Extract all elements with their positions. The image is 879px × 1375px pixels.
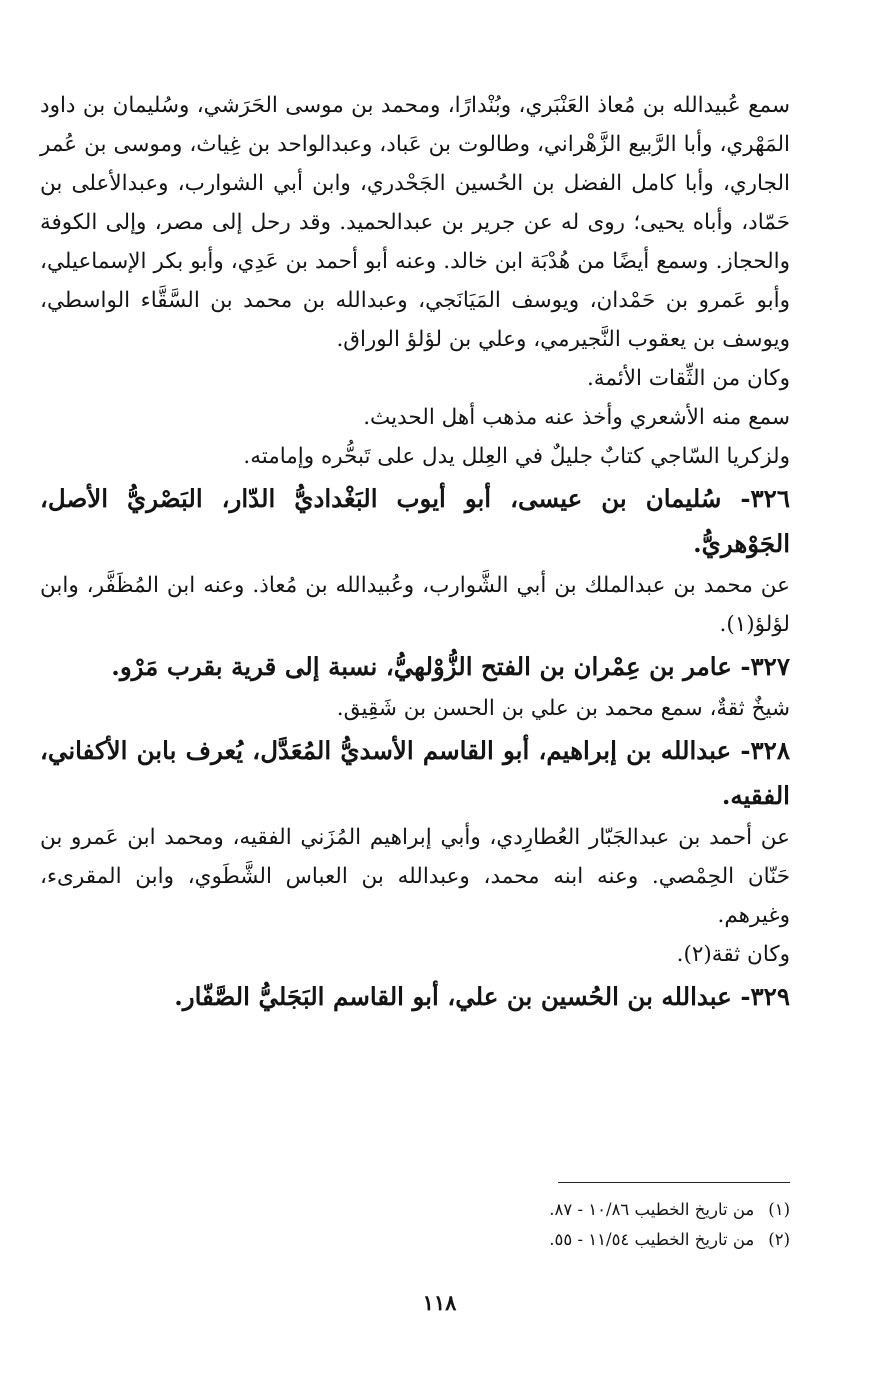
entry-heading-329: ٣٢٩- عبدالله بن الحُسين بن علي، أبو القاسم البَجَليُّ الصَّفّار. [174, 982, 790, 1011]
footnote-1 [549, 1198, 790, 1222]
entry-heading-326: ٣٢٦- سُليمان بن عيسى، أبو أيوب البَغْداديُّ الدّار، البَصْريُّ الأصل، الجَوْهريُّ. [40, 484, 790, 558]
entry-body-328-thiqa: وكان ثقة(٢). [676, 942, 790, 967]
footnote-marker: (٢) [768, 1230, 790, 1249]
footnote-text: من تاريخ الخطيب ١١/٥٤ - ٥٥. [549, 1230, 755, 1249]
footnote-text: من تاريخ الخطيب ١٠/٨٦ - ٨٧. [549, 1200, 755, 1219]
page-number: ١١٨ [422, 1290, 457, 1315]
entry-body-328: عن أحمد بن عبدالجَبّار العُطارِدي، وأبي إبراهيم المُزَني الفقيه، ومحمد ابن عَمرو بن حَنّان الحِمْصي. وعنه ابنه محمد، وعبدالله بن العباس الشَّطَوي، وابن المقرىء، وغيرهم. [40, 825, 790, 928]
paragraph-intro: سمع عُبيدالله بن مُعاذ العَنْبَري، وبُنْدارًا، ومحمد بن موسى الحَرَشي، وسُليمان بن داود المَهْري، وأبا الرَّبيع الزَّهْراني، وطالوت بن عَباد، وعبدالواحد بن غِياث، وموسى بن عُمر الجاري، وأبا كامل الفضل بن الحُسين الجَحْدري، وابن أبي الشوارب، وعبدالأعلى بن حَمّاد، وأباه يحيى؛ روى له عن جرير بن عبدالحميد. وقد رحل إلى مصر، وإلى الكوفة والحجاز. وسمع أيضًا من هُدْبَة ابن خالد. وعنه أبو أحمد بن عَدِي، وأبو بكر الإسماعيلي، وأبو عَمرو بن حَمْدان، ويوسف المَيَانَجي، وعبدالله بن محمد بن السَّقَّاء الواسطي، ويوسف بن يعقوب النَّجيرمي، وعلي بن لؤلؤ الوراق. [40, 93, 790, 352]
entry-heading-327: ٣٢٧- عامر بن عِمْران بن الفتح الزُّوْلهيُّ، نسبة إلى قرية بقرب مَرْو. [111, 652, 790, 681]
footnote-2 [549, 1228, 790, 1252]
entry-body-327: شيخٌ ثقةٌ، سمع محمد بن علي بن الحسن بن شَقِيق. [336, 696, 790, 721]
entry-heading-328: ٣٢٨- عبدالله بن إبراهيم، أبو القاسم الأسديُّ المُعَدَّل، يُعرف بابن الأكفاني، الفقيه. [40, 736, 790, 810]
footnote-divider [558, 1182, 790, 1183]
entry-body-326: عن محمد بن عبدالملك بن أبي الشَّوارب، وعُبيدالله بن مُعاذ. وعنه ابن المُظَفَّر، وابن لؤلؤ(١). [40, 573, 790, 637]
paragraph-thiqat: وكان من الثِّقات الأئمة. [586, 366, 790, 391]
paragraph-saji: ولزكريا السّاجي كتابٌ جليلٌ في العِلل يدل على تَبحُّره وإمامته. [243, 444, 790, 469]
page-body [40, 86, 790, 1336]
footnote-marker: (١) [768, 1200, 790, 1219]
paragraph-ashari: سمع منه الأشعري وأخذ عنه مذهب أهل الحديث. [363, 405, 790, 430]
